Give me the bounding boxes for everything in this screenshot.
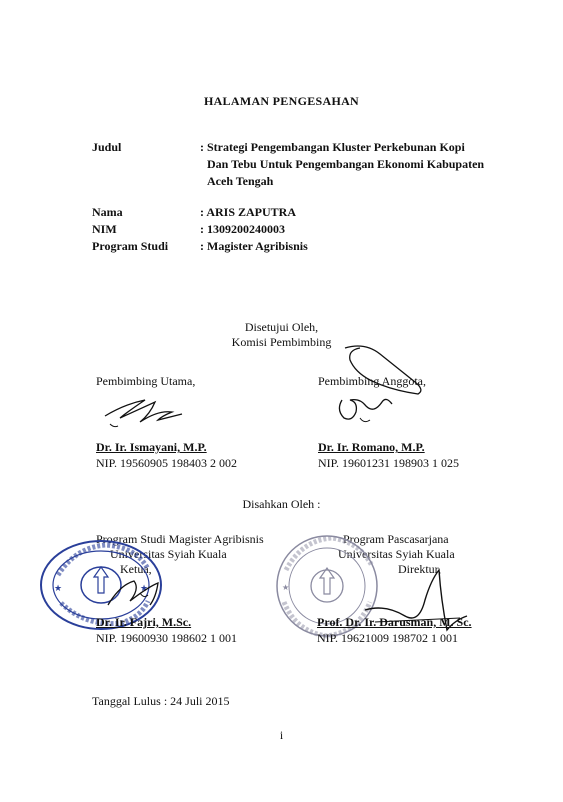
right-ratifier-line-2: Universitas Syiah Kuala [338,547,455,561]
left-advisor-nip: NIP. 19560905 198403 2 002 [96,456,238,470]
left-advisor-signature [100,396,190,436]
judul-value-line-1: : Strategi Pengembangan Kluster Perkebunan Kopi [200,140,465,154]
right-advisor-name: Dr. Ir. Romano, M.P. [318,440,425,454]
nim-value: : 1309200240003 [200,222,285,236]
judul-value-line-2: Dan Tebu Untuk Pengembangan Ekonomi Kabupaten [207,157,485,171]
nim-label: NIM [92,222,117,236]
left-ratifier-line-1: Program Studi Magister Agribisnis [96,532,264,546]
nama-value: : ARIS ZAPUTRA [200,205,297,219]
right-ratifier-nip: NIP. 19621009 198702 1 001 [317,631,459,645]
right-ratifier-line-3: Direktur, [398,562,442,576]
left-ratifier-nip: NIP. 19600930 198602 1 001 [96,631,238,645]
approval-committee: Komisi Pembimbing [231,335,332,349]
right-advisor-signature [330,340,440,430]
approval-heading: Disetujui Oleh, [244,320,319,334]
right-advisor-role: Pembimbing Anggota, [318,374,426,388]
svg-text:★: ★ [54,584,63,594]
left-ratifier-signature [100,575,190,615]
left-ratifier-line-2: Universitas Syiah Kuala [110,547,227,561]
right-advisor-nip: NIP. 19601231 198903 1 025 [318,456,460,470]
prodi-label: Program Studi [92,239,169,253]
page-number: i [279,728,284,742]
judul-label: Judul [92,140,122,154]
page-title: HALAMAN PENGESAHAN [203,94,360,108]
prodi-value: : Magister Agribisnis [200,239,308,253]
svg-text:★: ★ [282,583,290,592]
left-ratifier-line-3: Ketua, [120,562,152,576]
nama-label: Nama [92,205,123,219]
left-advisor-role: Pembimbing Utama, [96,374,196,388]
graduation-date: Tanggal Lulus : 24 Juli 2015 [92,694,230,708]
svg-text:★: ★ [140,584,149,594]
judul-value-line-3: Aceh Tengah [207,174,274,188]
ratified-heading: Disahkan Oleh : [242,497,321,511]
left-ratifier-name: Dr. Ir. Fajri, M.Sc. [96,615,192,629]
left-advisor-name: Dr. Ir. Ismayani, M.P. [96,440,207,454]
right-ratifier-name: Prof. Dr. Ir. Darusman, M. Sc. [317,615,472,629]
right-ratifier-line-1: Program Pascasarjana [343,532,449,546]
